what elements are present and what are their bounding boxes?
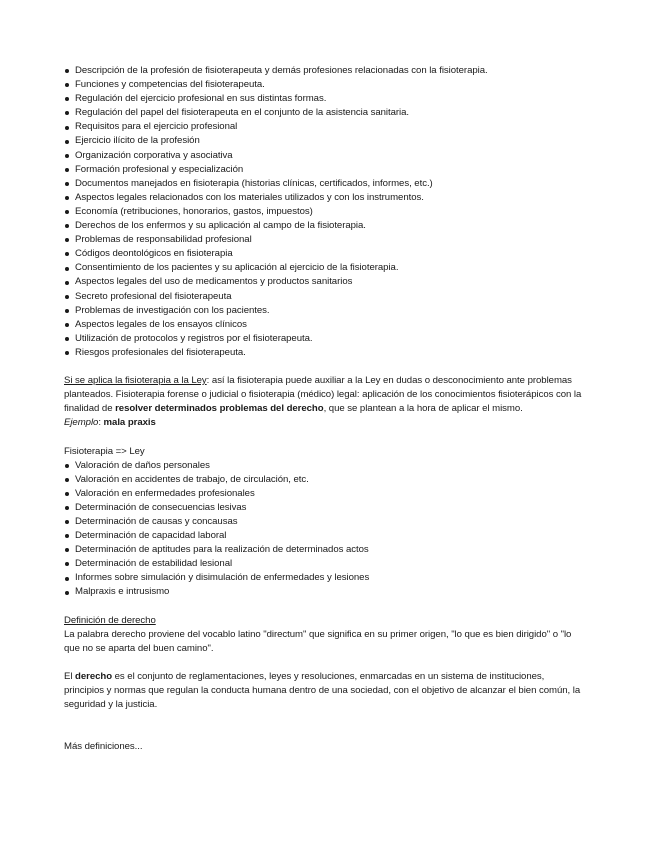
ley-text-end: , que se plantean a la hora de aplicar el mismo. xyxy=(323,403,523,415)
list-item: Funciones y competencias del fisioterapeuta. xyxy=(64,78,584,92)
list-item: Regulación del ejercicio profesional en sus distintas formas. xyxy=(64,92,584,106)
ley-heading: Si se aplica la fisioterapia a la Ley xyxy=(64,375,207,387)
example-value: mala praxis xyxy=(103,417,156,429)
topics-list xyxy=(64,64,584,360)
list-item: Regulación del papel del fisioterapeuta en el conjunto de la asistencia sanitaria. xyxy=(64,106,584,120)
more-definitions: Más definiciones... xyxy=(64,741,143,753)
list-item: Determinación de estabilidad lesional xyxy=(64,557,584,571)
list-item: Valoración en accidentes de trabajo, de circulación, etc. xyxy=(64,473,584,487)
derecho-text-start: El xyxy=(64,671,76,683)
list-item: Requisitos para el ejercicio profesional xyxy=(64,120,584,134)
derecho-text: es el conjunto de reglamentaciones, leyes y resoluciones, enmarcadas en un sistema de instituciones, principios y normas que regulan la conducta humana dentro de una sociedad, con el objetivo de alcanzar el bien común, la seguridad y la justicia. xyxy=(64,671,581,711)
definition-heading: Definición de derecho xyxy=(64,614,156,626)
applications-list xyxy=(64,459,584,600)
list-item: Determinación de causas y concausas xyxy=(64,515,584,529)
list-item: Derechos de los enfermos y su aplicación al campo de la fisioterapia. xyxy=(64,219,584,233)
list-item: Informes sobre simulación y disimulación de enfermedades y lesiones xyxy=(64,571,584,585)
list-item: Utilización de protocolos y registros por el fisioterapeuta. xyxy=(64,332,584,346)
list-item: Valoración de daños personales xyxy=(64,459,584,473)
list-item: Economía (retribuciones, honorarios, gastos, impuestos) xyxy=(64,205,584,219)
list-item: Problemas de responsabilidad profesional xyxy=(64,233,584,247)
list-item: Documentos manejados en fisioterapia (historias clínicas, certificados, informes, etc.) xyxy=(64,177,584,191)
derecho-bold: derecho xyxy=(75,671,113,683)
section-title: Fisioterapia => Ley xyxy=(64,445,145,457)
list-item: Aspectos legales relacionados con los materiales utilizados y con los instrumentos. xyxy=(64,191,584,205)
list-item: Ejercicio ilícito de la profesión xyxy=(64,134,584,148)
ley-text: : así la fisioterapia puede auxiliar a la Ley en dudas o desconocimiento ante problemas planteados. Fisioterapia forense o judicial o fisioterapia (médico) legal: aplicación de los conocimientos fisioterápicos con la finalidad de xyxy=(64,375,582,415)
example-sep: : xyxy=(98,417,104,429)
list-item: Códigos deontológicos en fisioterapia xyxy=(64,247,584,261)
example-label: Ejemplo xyxy=(64,417,99,429)
definition-text: La palabra derecho proviene del vocablo latino "directum" que significa en su primer origen, "lo que es bien dirigido" o "lo que no se aparta del buen camino". xyxy=(64,628,572,654)
list-item: Aspectos legales de los ensayos clínicos xyxy=(64,318,584,332)
derecho-paragraph xyxy=(64,670,584,712)
ley-bold: resolver determinados problemas del derecho xyxy=(115,403,324,415)
list-item: Organización corporativa y asociativa xyxy=(64,149,584,163)
list-item: Aspectos legales del uso de medicamentos y productos sanitarios xyxy=(64,275,584,289)
document-page xyxy=(64,64,584,754)
list-item: Secreto profesional del fisioterapeuta xyxy=(64,290,584,304)
list-item: Determinación de capacidad laboral xyxy=(64,529,584,543)
list-item: Formación profesional y especialización xyxy=(64,163,584,177)
list-item: Problemas de investigación con los pacientes. xyxy=(64,304,584,318)
list-item: Malpraxis e intrusismo xyxy=(64,585,584,599)
list-item: Riesgos profesionales del fisioterapeuta. xyxy=(64,346,584,360)
list-item: Determinación de consecuencias lesivas xyxy=(64,501,584,515)
list-item: Consentimiento de los pacientes y su aplicación al ejercicio de la fisioterapia. xyxy=(64,261,584,275)
list-item: Descripción de la profesión de fisioterapeuta y demás profesiones relacionadas con la fisioterapia. xyxy=(64,64,584,78)
list-item: Valoración en enfermedades profesionales xyxy=(64,487,584,501)
example-line xyxy=(64,416,584,430)
list-item: Determinación de aptitudes para la realización de determinados actos xyxy=(64,543,584,557)
ley-paragraph xyxy=(64,374,584,416)
